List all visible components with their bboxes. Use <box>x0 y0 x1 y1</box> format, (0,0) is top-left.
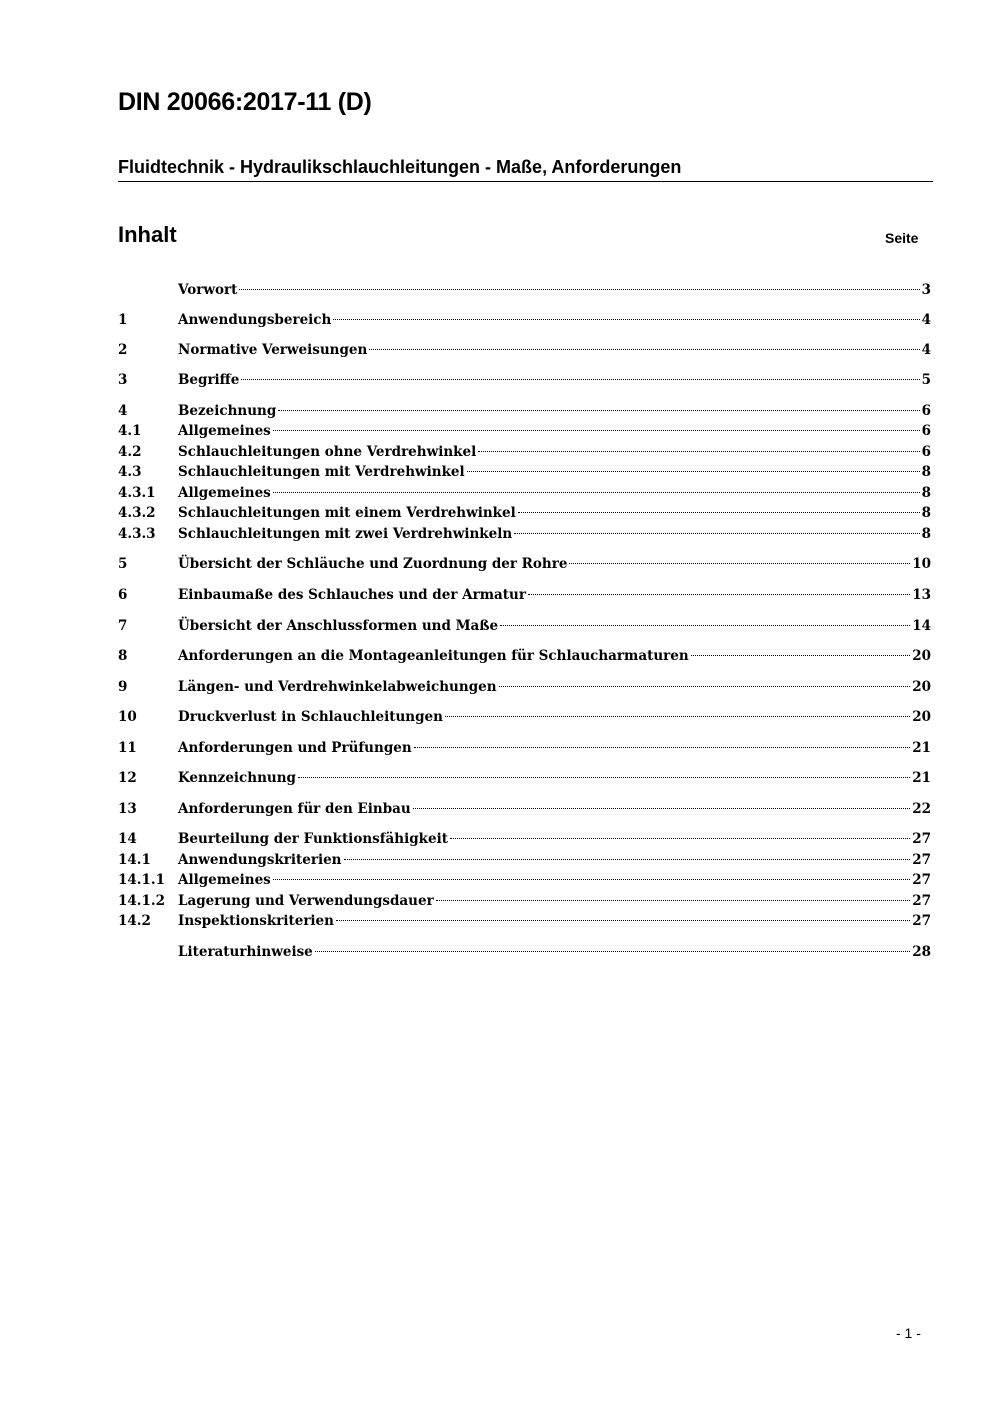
toc-entry[interactable] <box>118 829 931 849</box>
toc-entry[interactable] <box>118 707 931 727</box>
toc-entry-number: 4.3.3 <box>118 526 156 542</box>
document-subtitle: Fluidtechnik - Hydraulikschlauchleitungen - Maße, Anforderungen <box>118 157 933 182</box>
toc-entry-title: Allgemeines <box>178 423 271 439</box>
toc-entry-number: 6 <box>118 587 128 603</box>
toc-entry-page: 6 <box>921 444 931 460</box>
toc-dot-leader <box>528 594 910 595</box>
toc-entry[interactable] <box>118 677 931 697</box>
toc-entry-page: 10 <box>912 556 931 572</box>
toc-dot-leader <box>467 471 920 472</box>
toc-entry-number: 13 <box>118 801 137 817</box>
toc-entry[interactable] <box>118 340 931 360</box>
toc-dot-leader <box>298 777 910 778</box>
toc-entry-number: 10 <box>118 709 137 725</box>
toc-entry[interactable] <box>118 524 931 544</box>
toc-entry-title: Längen- und Verdrehwinkelabweichungen <box>178 679 497 695</box>
toc-entry-number: 5 <box>118 556 128 572</box>
toc-entry-number: 14.1.2 <box>118 893 165 909</box>
toc-entry[interactable] <box>118 462 931 482</box>
toc-entry[interactable] <box>118 870 931 890</box>
toc-entry-page: 27 <box>912 913 931 929</box>
toc-dot-leader <box>514 533 919 534</box>
toc-dot-leader <box>436 900 911 901</box>
toc-entry-number: 4.3.2 <box>118 505 156 521</box>
toc-entry-number: 14.1.1 <box>118 872 165 888</box>
toc-entry-page: 27 <box>912 831 931 847</box>
toc-dot-leader <box>241 379 919 380</box>
toc-entry-title: Schlauchleitungen ohne Verdrehwinkel <box>178 444 477 460</box>
toc-entry[interactable] <box>118 280 931 300</box>
toc-entry-number: 7 <box>118 618 128 634</box>
page-number: - 1 - <box>896 1325 921 1341</box>
toc-dot-leader <box>413 808 910 809</box>
toc-entry-page: 22 <box>912 801 931 817</box>
toc-entry-page: 28 <box>912 944 931 960</box>
toc-entry[interactable] <box>118 646 931 666</box>
toc-entry-title: Übersicht der Schläuche und Zuordnung der Rohre <box>178 556 568 572</box>
toc-dot-leader <box>569 563 910 564</box>
toc-entry-title: Vorwort <box>178 282 238 298</box>
toc-entry-number: 2 <box>118 342 128 358</box>
toc-entry[interactable] <box>118 310 931 330</box>
toc-entry-title: Kennzeichnung <box>178 770 296 786</box>
toc-entry-title: Übersicht der Anschlussformen und Maße <box>178 618 499 634</box>
toc-entry-title: Schlauchleitungen mit zwei Verdrehwinkeln <box>178 526 513 542</box>
toc-entry-title: Lagerung und Verwendungsdauer <box>178 893 434 909</box>
toc-entry-number: 4.1 <box>118 423 142 439</box>
toc-entry-page: 14 <box>912 618 931 634</box>
toc-entry-page: 20 <box>912 648 931 664</box>
toc-entry-number: 4.3.1 <box>118 485 156 501</box>
toc-entry[interactable] <box>118 503 931 523</box>
toc-entry-number: 4.2 <box>118 444 142 460</box>
toc-entry[interactable] <box>118 616 931 636</box>
toc-dot-leader <box>315 951 910 952</box>
toc-entry-number: 4 <box>118 403 128 419</box>
toc-dot-leader <box>414 747 911 748</box>
toc-entry-page: 6 <box>921 423 931 439</box>
toc-entry-number: 1 <box>118 312 128 328</box>
toc-dot-leader <box>369 349 919 350</box>
toc-entry[interactable] <box>118 891 931 911</box>
toc-page-label: Seite <box>885 230 919 246</box>
toc-entry-page: 13 <box>912 587 931 603</box>
toc-entry-title: Allgemeines <box>178 872 271 888</box>
toc-entry-title: Schlauchleitungen mit einem Verdrehwinkel <box>178 505 516 521</box>
toc-entry-page: 8 <box>921 485 931 501</box>
toc-entry-page: 3 <box>921 282 931 298</box>
toc-entry-page: 27 <box>912 852 931 868</box>
toc-entry-page: 4 <box>921 312 931 328</box>
toc-entry-title: Inspektionskriterien <box>178 913 334 929</box>
toc-entry-page: 27 <box>912 872 931 888</box>
toc-heading: Inhalt <box>118 222 177 247</box>
toc-entry-page: 20 <box>912 679 931 695</box>
toc-dot-leader <box>336 920 910 921</box>
toc-entry-page: 8 <box>921 464 931 480</box>
toc-entry[interactable] <box>118 421 931 441</box>
toc-dot-leader <box>500 625 910 626</box>
toc-dot-leader <box>478 451 919 452</box>
document-title: DIN 20066:2017-11 (D) <box>118 88 372 116</box>
toc-entry[interactable] <box>118 370 931 390</box>
toc-entry-number: 14.2 <box>118 913 151 929</box>
toc-entry-title: Literaturhinweise <box>178 944 313 960</box>
toc-entry-title: Normative Verweisungen <box>178 342 368 358</box>
toc-entry[interactable] <box>118 554 931 574</box>
toc-entry[interactable] <box>118 442 931 462</box>
toc-entry-page: 5 <box>921 372 931 388</box>
toc-entry[interactable] <box>118 911 931 931</box>
toc-entry[interactable] <box>118 585 931 605</box>
toc-dot-leader <box>445 716 910 717</box>
toc-entry[interactable] <box>118 768 931 788</box>
toc-entry-title: Bezeichnung <box>178 403 277 419</box>
toc-dot-leader <box>691 655 911 656</box>
toc-entry-number: 3 <box>118 372 128 388</box>
toc-entry-page: 8 <box>921 526 931 542</box>
toc-entry-title: Allgemeines <box>178 485 271 501</box>
toc-entry-page: 4 <box>921 342 931 358</box>
toc-entry-title: Anwendungsbereich <box>178 312 332 328</box>
toc-entry-number: 8 <box>118 648 128 664</box>
toc-entry[interactable] <box>118 799 931 819</box>
toc-entry[interactable] <box>118 738 931 758</box>
toc-dot-leader <box>239 289 919 290</box>
toc-entry[interactable] <box>118 942 931 962</box>
toc-entry-title: Anforderungen und Prüfungen <box>178 740 412 756</box>
toc-entry-title: Einbaumaße des Schlauches und der Armatur <box>178 587 526 603</box>
toc-entry-title: Druckverlust in Schlauchleitungen <box>178 709 443 725</box>
toc-entry-number: 11 <box>118 740 137 756</box>
toc-entry-page: 27 <box>912 893 931 909</box>
toc-entry-number: 12 <box>118 770 137 786</box>
toc-entry-title: Begriffe <box>178 372 240 388</box>
toc-entry-page: 6 <box>921 403 931 419</box>
toc-entry[interactable] <box>118 850 931 870</box>
toc-dot-leader <box>450 838 910 839</box>
toc-entry-title: Anforderungen an die Montageanleitungen für Schlaucharmaturen <box>178 648 689 664</box>
toc-entry[interactable] <box>118 401 931 421</box>
toc-entry[interactable] <box>118 483 931 503</box>
toc-entry-number: 4.3 <box>118 464 142 480</box>
toc-dot-leader <box>273 879 910 880</box>
toc-entry-page: 21 <box>912 740 931 756</box>
toc-dot-leader <box>273 492 920 493</box>
toc-entry-title: Schlauchleitungen mit Verdrehwinkel <box>178 464 465 480</box>
toc-entry-page: 20 <box>912 709 931 725</box>
toc-dot-leader <box>518 512 920 513</box>
toc-dot-leader <box>344 859 911 860</box>
toc-dot-leader <box>273 430 920 431</box>
toc-entry-page: 8 <box>921 505 931 521</box>
toc-entry-number: 14 <box>118 831 137 847</box>
toc-dot-leader <box>333 319 919 320</box>
toc-entry-title: Anwendungskriterien <box>178 852 342 868</box>
toc-entry-number: 14.1 <box>118 852 151 868</box>
toc-entry-title: Beurteilung der Funktionsfähigkeit <box>178 831 448 847</box>
toc-entry-title: Anforderungen für den Einbau <box>178 801 411 817</box>
toc-entry-page: 21 <box>912 770 931 786</box>
toc-dot-leader <box>499 686 911 687</box>
toc-entry-number: 9 <box>118 679 128 695</box>
toc-dot-leader <box>278 410 919 411</box>
